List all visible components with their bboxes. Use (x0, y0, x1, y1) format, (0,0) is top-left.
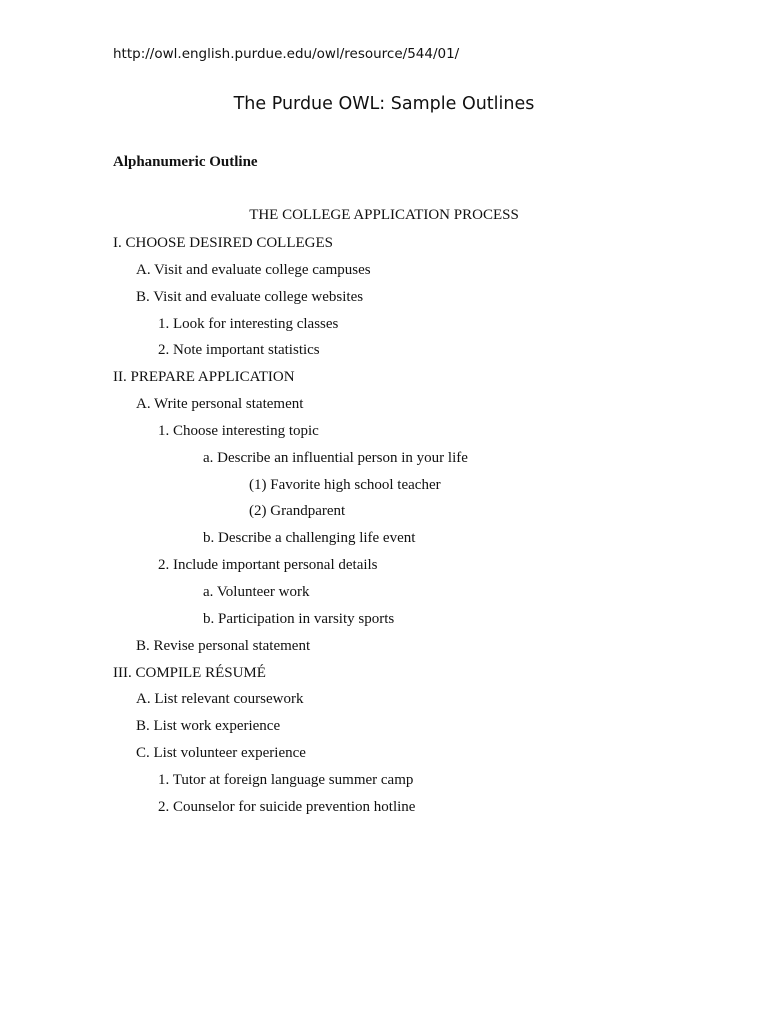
outline-item: 1. Look for interesting classes (158, 315, 339, 332)
outline-item: B. Visit and evaluate college websites (136, 288, 364, 305)
outline-item: A. Write personal statement (136, 396, 304, 413)
outline-item: C. List volunteer experience (136, 745, 306, 762)
outline-item: 1. Choose interesting topic (158, 422, 319, 439)
outline-item: (2) Grandparent (249, 503, 346, 520)
outline-item: II. PREPARE APPLICATION (113, 369, 295, 386)
outline-item: a. Describe an influential person in your life (203, 449, 468, 466)
outline-item: 2. Counselor for suicide prevention hotline (158, 798, 416, 815)
outline-item: b. Describe a challenging life event (203, 530, 416, 547)
outline-title: THE COLLEGE APPLICATION PROCESS (249, 207, 519, 223)
outline-item: B. Revise personal statement (136, 637, 311, 654)
page-url: http://owl.english.purdue.edu/owl/resource/544/01/ (113, 46, 460, 62)
outline-item: A. Visit and evaluate college campuses (136, 261, 371, 278)
outline-item: a. Volunteer work (203, 583, 310, 600)
outline-item: 2. Note important statistics (158, 342, 320, 359)
outline-item: I. CHOOSE DESIRED COLLEGES (113, 235, 333, 251)
outline-item: III. COMPILE RÉSUMÉ (113, 664, 266, 681)
outline-item: B. List work experience (136, 718, 281, 735)
outline-item: A. List relevant coursework (136, 691, 304, 708)
section-heading: Alphanumeric Outline (113, 154, 258, 170)
outline-item: 2. Include important personal details (158, 557, 378, 574)
outline-item: 1. Tutor at foreign language summer camp (158, 771, 414, 788)
outline-item: b. Participation in varsity sports (203, 610, 395, 627)
outline-list (0, 234, 768, 825)
document-title: The Purdue OWL: Sample Outlines (233, 94, 535, 114)
outline-item: (1) Favorite high school teacher (249, 476, 441, 493)
